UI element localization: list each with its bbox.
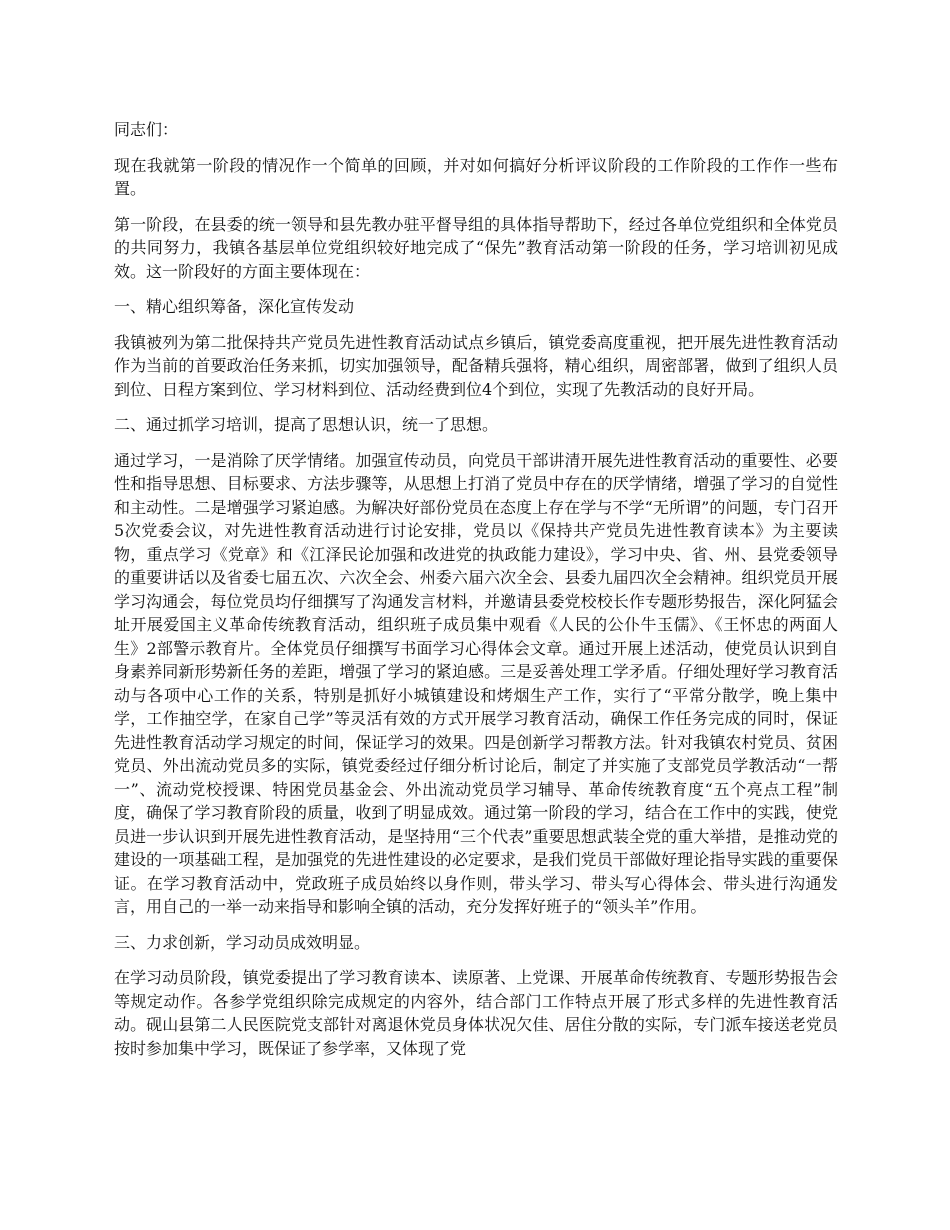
stage-one-summary-paragraph: 第一阶段，在县委的统一领导和县先教办驻平督导组的具体指导帮助下，经过各单位党组织和全体党员的共同努力，我镇各基层单位党组织较好地完成了“保先”教育活动第一阶段的任务，学习培训初见成效。这一阶段好的方面主要体现在： [114, 214, 838, 281]
section-heading-3: 三、力求创新，学习动员成效明显。 [114, 932, 371, 952]
salutation: 同志们： [114, 120, 179, 139]
section-2-body: 通过学习，一是消除了厌学情绪。加强宣传动员，向党员干部讲清开展先进性教育活动的重要性、必要性和指导思想、目标要求、方法步骤等，从思想上打消了党员中存在的厌学情绪，增强了学习的自觉性和主动性。二是增强学习紧迫感。为解决好部份党员在态度上存在学与不学“无所谓”的问题，专门召开5次党委会议，对先进性教育活动进行讨论安排，党员以《保持共产党员先进性教育读本》为主要读物，重点学习《党章》和《江泽民论加强和改进党的执政能力建设》，学习中央、省、州、县党委领导的重要讲话以及省委七届五次、六次全会、州委六届六次全会、县委九届四次全会精神。组织党员开展学习沟通会，每位党员均仔细撰写了沟通发言材料，并邀请县委党校校长作专题形势报告，深化阿猛会址开展爱国主义革命传统教育活动，组织班子成员集中观看《人民的公仆牛玉儒》、《王怀忠的两面人生》2部警示教育片。全体党员仔细撰写书面学习心得体会文章。通过开展上述活动，使党员认识到自身素养同新形势新任务的差距，增强了学习的紧迫感。三是妥善处理工学矛盾。仔细处理好学习教育活动与各项中心工作的关系，特别是抓好小城镇建设和烤烟生产工作，实行了“平常分散学，晚上集中学，工作抽空学，在家自己学”等灵活有效的方式开展学习教育活动，确保工作任务完成的同时，保证先进性教育活动学习规定的时间，保证学习的效果。四是创新学习帮教方法。针对我镇农村党员、贫困党员、外出流动党员多的实际，镇党委经过仔细分析讨论后，制定了并实施了支部党员学教活动“一帮一”、流动党校授课、特困党员基金会、外出流动党员学习辅导、革命传统教育度“五个亮点工程”制度，确保了学习教育阶段的质量，收到了明显成效。通过第一阶段的学习，结合在工作中的实践，使党员进一步认识到开展先进性教育活动，是坚持用“三个代表”重要思想武装全党的重大举措，是推动党的建设的一项基础工程，是加强党的先进性建设的必定要求，是我们党员干部做好理论指导实践的重要保证。在学习教育活动中，党政班子成员始终以身作则，带头学习、带头写心得体会、带头进行沟通发言，用自己的一举一动来指导和影响全镇的活动，充分发挥好班子的“领头羊”作用。 [114, 450, 838, 916]
section-heading-2: 二、通过抓学习培训，提高了思想认识，统一了思想。 [114, 415, 499, 434]
document-page [114, 118, 838, 1072]
section-1-body: 我镇被列为第二批保持共产党员先进性教育活动试点乡镇后，镇党委高度重视，把开展先进性教育活动作为当前的首要政治任务来抓，切实加强领导，配备精兵强将，精心组织，周密部署，做到了组织人员到位、日程方案到位、学习材料到位、活动经费到位4个到位，实现了先教活动的良好开局。 [114, 332, 838, 399]
section-heading-1: 一、精心组织筹备，深化宣传发动 [114, 297, 355, 316]
section-3-body: 在学习动员阶段，镇党委提出了学习教育读本、读原著、上党课、开展革命传统教育、专题形势报告会等规定动作。各参学党组织除完成规定的内容外，结合部门工作特点开展了形式多样的先进性教育活动。砚山县第二人民医院党支部针对离退休党员身体状况欠佳、居住分散的实际，专门派车接送老党员按时参加集中学习，既保证了参学率，又体现了党 [114, 968, 838, 1058]
intro-paragraph: 现在我就第一阶段的情况作一个简单的回顾，并对如何搞好分析评议阶段的工作阶段的工作作一些布置。 [114, 155, 838, 198]
